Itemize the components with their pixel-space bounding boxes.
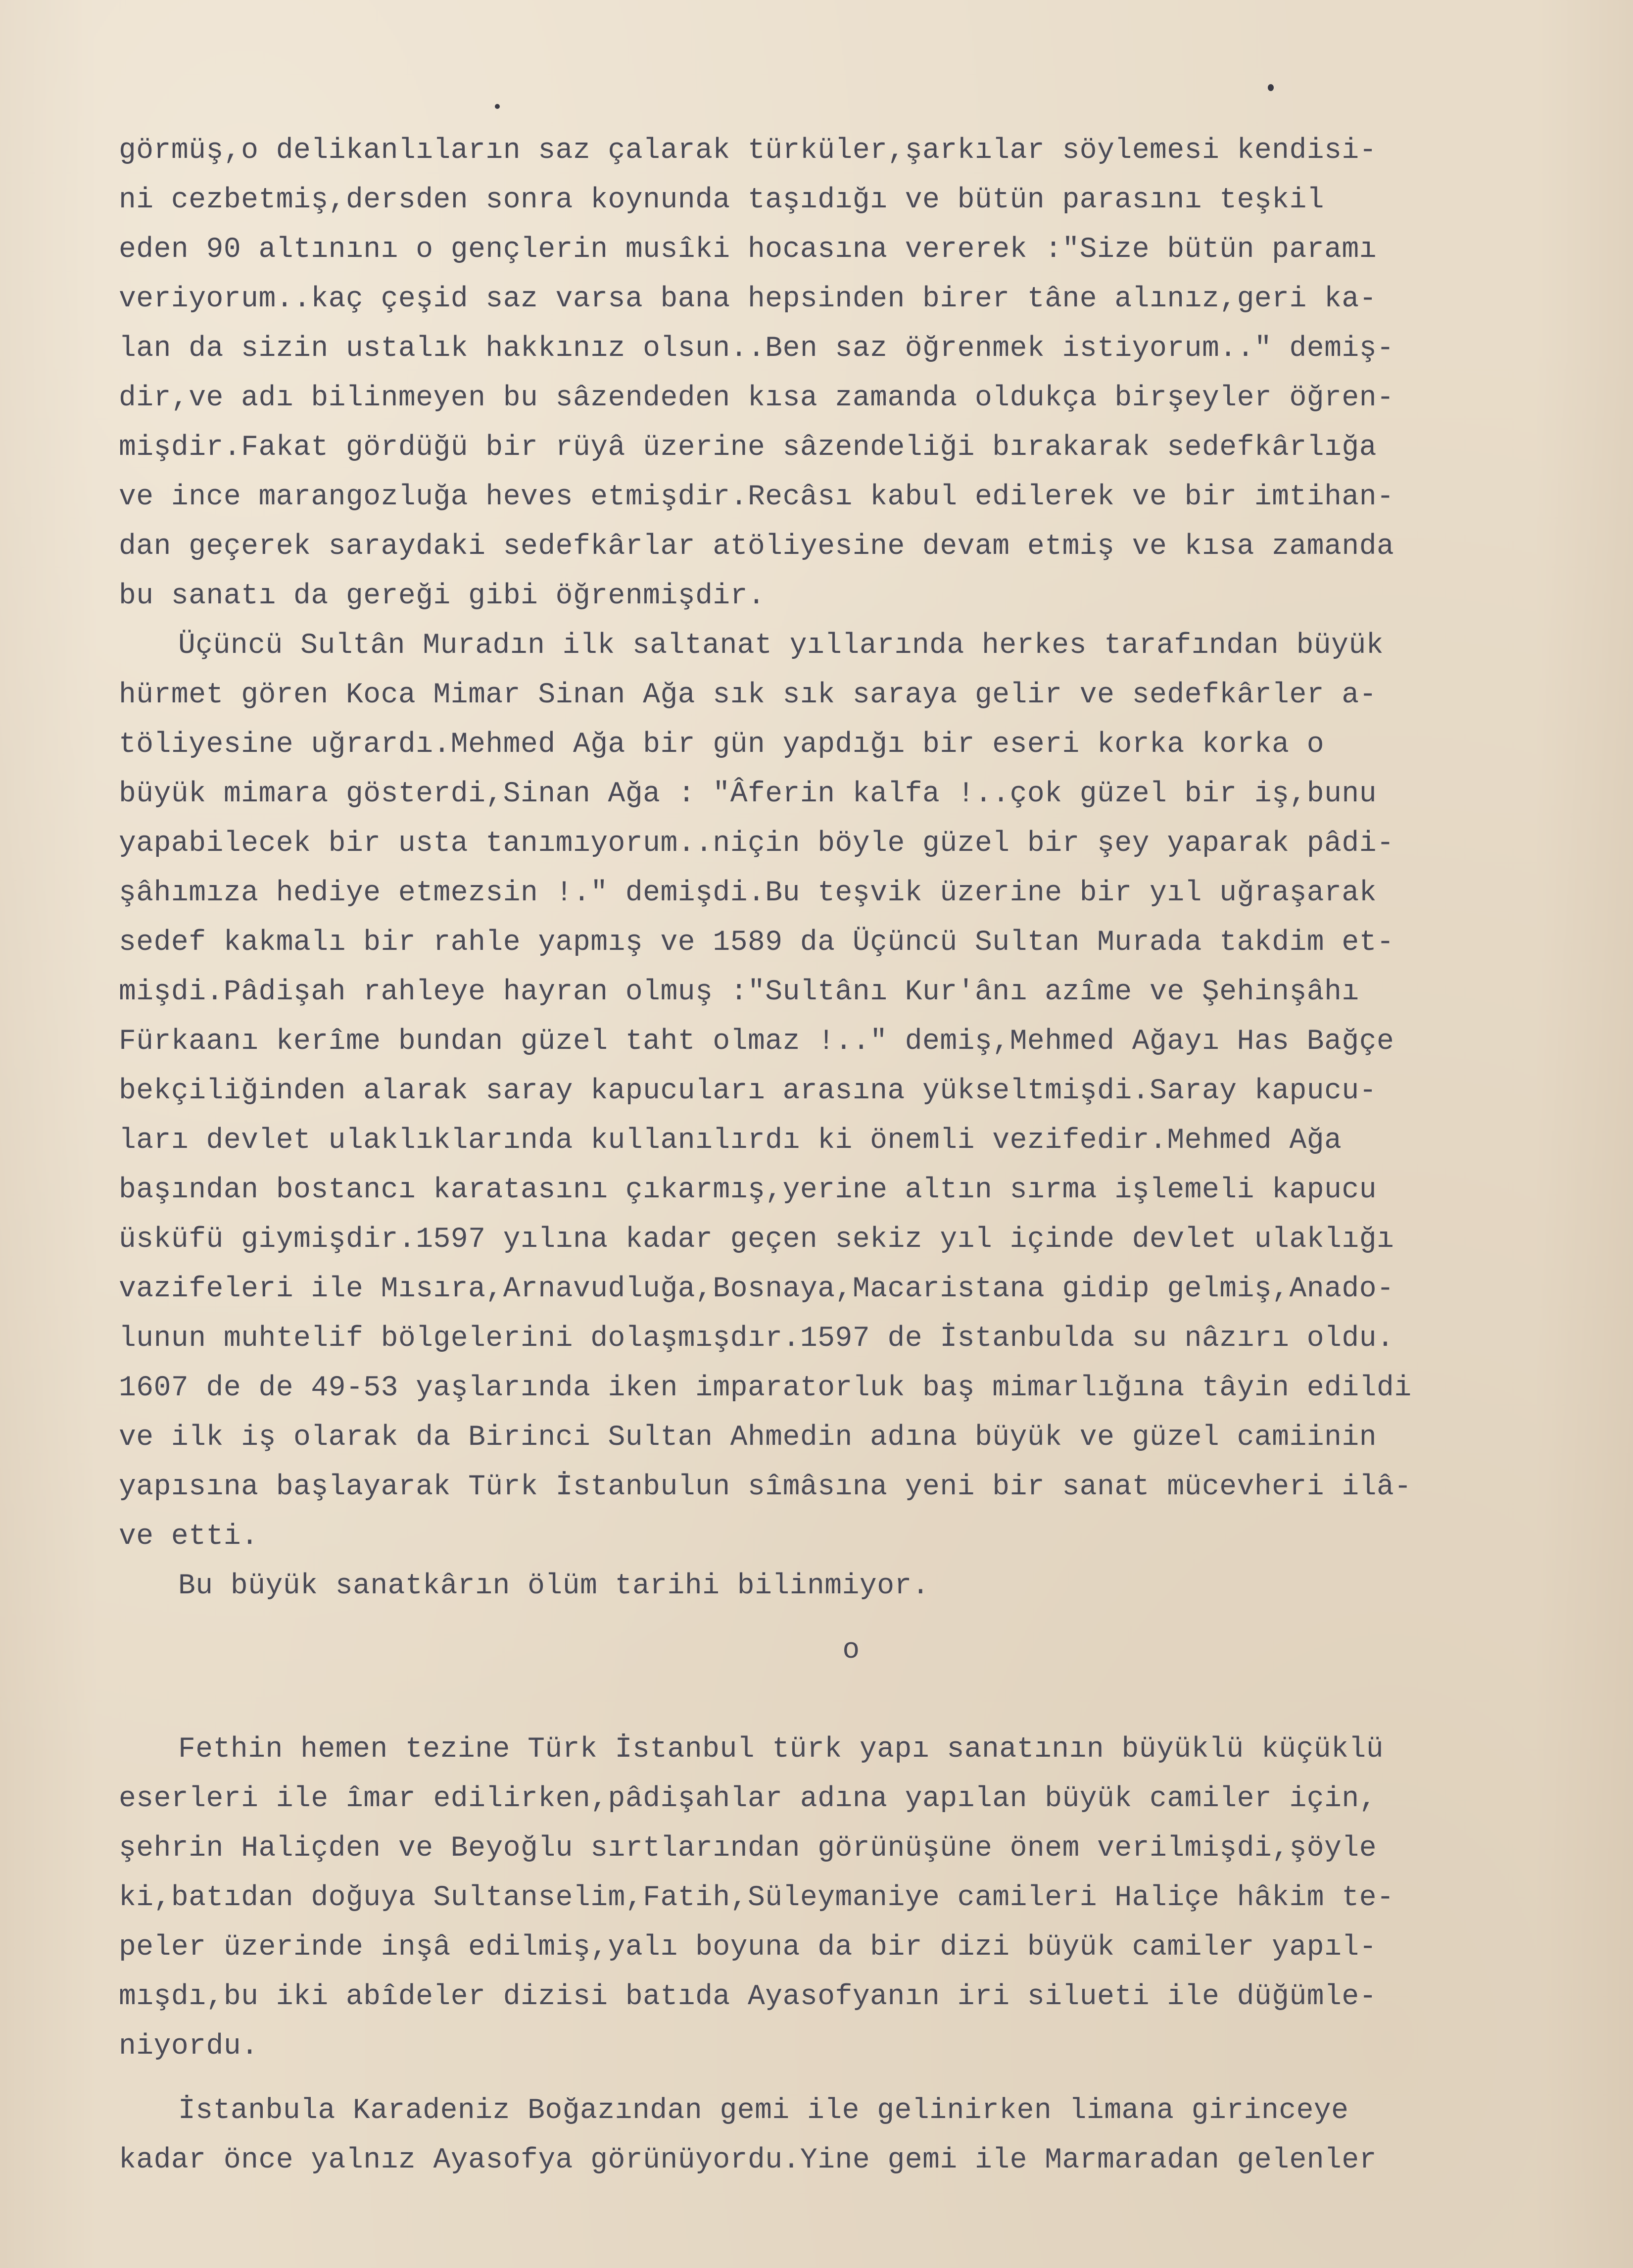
text-line: yapabilecek bir usta tanımıyorum..niçin böyle güzel bir şey yaparak pâdi- (119, 828, 1394, 860)
closing-line: Bu büyük sanatkârın ölüm tarihi bilinmiyor. (178, 1570, 930, 1602)
text-line: başından bostancı karatasını çıkarmış,yerine altın sırma işlemeli kapucu (119, 1174, 1377, 1206)
text-line: büyük mimara gösterdi,Sinan Ağa : "Âferin kalfa !..çok güzel bir iş,bunu (119, 778, 1377, 810)
text-line: vazifeleri ile Mısıra,Arnavudluğa,Bosnaya,Macaristana gidip gelmiş,Anado- (119, 1273, 1394, 1305)
text-line: İstanbula Karadeniz Boğazından gemi ile gelinirken limana girinceye (178, 2095, 1349, 2127)
text-line: ları devlet ulaklıklarında kullanılırdı ki önemli vezifedir.Mehmed Ağa (119, 1125, 1342, 1157)
text-line: yapısına başlayarak Türk İstanbulun sîmâsına yeni bir sanat mücevheri ilâ- (119, 1471, 1412, 1503)
spacer (119, 1676, 1584, 1725)
paragraph-mehmed-aga-early-life (119, 126, 1584, 621)
text-line: hürmet gören Koca Mimar Sinan Ağa sık sık saraya gelir ve sedefkârler a- (119, 679, 1377, 711)
text-line: ve ilk iş olarak da Birinci Sultan Ahmedin adına büyük ve güzel camiinin (119, 1422, 1377, 1454)
section-separator: o (842, 1634, 860, 1667)
text-line: Üçüncü Sultân Muradın ilk saltanat yıllarında herkes tarafından büyük (178, 630, 1384, 662)
text-line: eden 90 altınını o gençlerin musîki hocasına vererek :"Size bütün paramı (119, 234, 1377, 266)
text-line: peler üzerinde inşâ edilmiş,yalı boyuna da bir dizi büyük camiler yapıl- (119, 1931, 1377, 1964)
text-line: sedef kakmalı bir rahle yapmış ve 1589 da Üçüncü Sultan Murada takdim et- (119, 927, 1394, 959)
text-line: üsküfü giymişdir.1597 yılına kadar geçen sekiz yıl içinde devlet ulaklığı (119, 1224, 1394, 1256)
text-line: şâhımıza hediye etmezsin !." demişdi.Bu teşvik üzerine bir yıl uğraşarak (119, 877, 1377, 909)
text-line: kadar önce yalnız Ayasofya görünüyordu.Yine gemi ile Marmaradan gelenler (119, 2144, 1377, 2176)
text-line: lunun muhtelif bölgelerini dolaşmışdır.1597 de İstanbulda su nâzırı oldu. (119, 1323, 1394, 1355)
text-line: dan geçerek saraydaki sedefkârlar atöliyesine devam etmiş ve kısa zamanda (119, 531, 1394, 563)
text-line: ve etti. (119, 1521, 259, 1553)
text-line: bu sanatı da gereği gibi öğrenmişdir. (119, 580, 766, 612)
text-line: mışdı,bu iki abîdeler dizisi batıda Ayasofyanın iri silueti ile düğümle- (119, 1981, 1377, 2013)
text-line: ve ince marangozluğa heves etmişdir.Recâsı kabul edilerek ve bir imtihan- (119, 481, 1394, 513)
text-line: eserleri ile îmar edilirken,pâdişahlar adına yapılan büyük camiler için, (119, 1783, 1377, 1815)
text-line: ki,batıdan doğuya Sultanselim,Fatih,Süleymaniye camileri Haliçe hâkim te- (119, 1882, 1394, 1914)
text-line: Fethin hemen tezine Türk İstanbul türk yapı sanatının büyüklü küçüklü (178, 1733, 1384, 1766)
text-line: şehrin Haliçden ve Beyoğlu sırtlarından görünüşüne önem verilmişdi,şöyle (119, 1832, 1377, 1865)
text-line: Fürkaanı kerîme bundan güzel taht olmaz !.." demiş,Mehmed Ağayı Has Bağçe (119, 1026, 1394, 1058)
text-line: görmüş,o delikanlıların saz çalarak türküler,şarkılar söylemesi kendisi- (119, 135, 1377, 167)
ink-speck (495, 104, 500, 109)
document-body (119, 126, 1584, 2185)
text-line: bekçiliğinden alarak saray kapucuları arasına yükseltmişdi.Saray kapucu- (119, 1075, 1377, 1107)
spacer (119, 1611, 1584, 1626)
paragraph-arrival-by-sea (119, 2086, 1584, 2185)
text-line: mişdi.Pâdişah rahleye hayran olmuş :"Sultânı Kur'ânı azîme ve Şehinşâhı (119, 976, 1359, 1008)
paragraph-sinan-aga-and-rahle (119, 621, 1584, 1562)
paragraph-istanbul-mosques (119, 1725, 1584, 2071)
ink-speck (1268, 84, 1274, 91)
text-line: niyordu. (119, 2030, 259, 2063)
text-line: veriyorum..kaç çeşid saz varsa bana hepsinden birer tâne alınız,geri ka- (119, 283, 1377, 315)
spacer (119, 2071, 1584, 2086)
text-line: dir,ve adı bilinmeyen bu sâzendeden kısa zamanda oldukça birşeyler öğren- (119, 382, 1394, 414)
text-line: mişdir.Fakat gördüğü bir rüyâ üzerine sâzendeliği bırakarak sedefkârlığa (119, 432, 1377, 464)
text-line: 1607 de de 49-53 yaşlarında iken imparatorluk baş mimarlığına tâyin edildi (119, 1372, 1412, 1404)
text-line: töliyesine uğrardı.Mehmed Ağa bir gün yapdığı bir eseri korka korka o (119, 729, 1325, 761)
text-line: lan da sizin ustalık hakkınız olsun..Ben saz öğrenmek istiyorum.." demiş- (119, 333, 1394, 365)
text-line: ni cezbetmiş,dersden sonra koynunda taşıdığı ve bütün parasını teşkil (119, 184, 1325, 216)
